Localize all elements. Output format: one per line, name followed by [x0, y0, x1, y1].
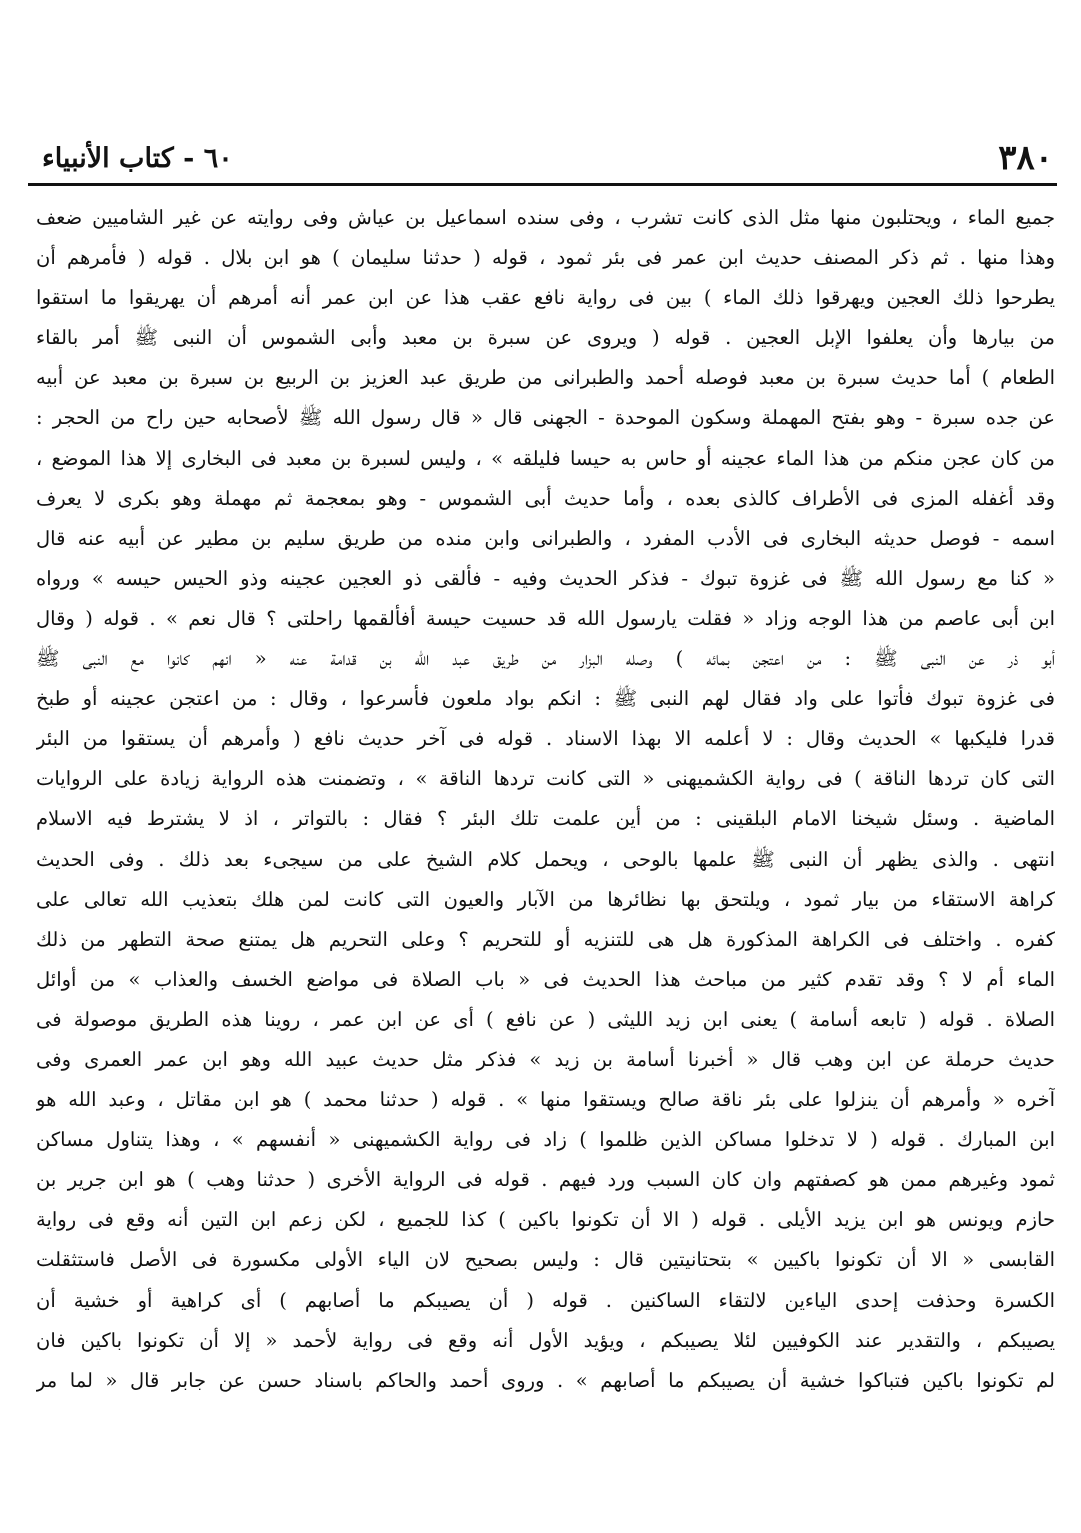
text-line: القابسى « الا أن تكونوا باكيين » بتحتانيتين قال : وليس بصحيح لان الياء الأولى مكسورة فى الأصل فاستثقلت	[36, 1248, 1055, 1272]
text-line: يصيبكم ، والتقدير عند الكوفيين لئلا يصيبكم ، ويؤيد الأول أنه وقع فى رواية لأحمد « إلا أن تكونوا باكين فان	[36, 1328, 1055, 1352]
text-line: وهذا منها . ثم ذكر المصنف حديث ابن عمر فى بئر ثمود ، قوله ( حدثنا سليمان ) هو ابن بلال . قوله ( فأمرهم أن	[36, 246, 1055, 270]
text-line: أبو ذر عن النبى ﷺ : من اعتجن بمائه ) وصله البزار من طريق عبد الله بن قدامة عنه « انهم كانوا مع النبى ﷺ	[36, 647, 1055, 671]
text-line: آخره « وأمرهم أن ينزلوا على بئر ناقة صالح ويستقوا منها » . قوله ( حدثنا محمد ) هو ابن مقاتل ، وعبد الله هو	[36, 1088, 1055, 1112]
text-line: ابن المبارك . قوله ( لا تدخلوا مساكن الذين ظلموا ) زاد فى رواية الكشميهنى « أنفسهم » ، وهذا يتناول مساكن	[36, 1128, 1055, 1152]
text-line: كفره . واختلف فى الكراهة المذكورة هل هى للتنزيه أو للتحريم ؟ وعلى التحريم هل يمتنع صحة التطهر من ذلك	[36, 927, 1055, 951]
text-line: كراهة الاستقاء من بيار ثمود ، ويلتحق بها نظائرها من الآبار والعيون التى كانت لمن هلك بتعذيب الله تعالى على	[36, 887, 1055, 911]
text-line: جميع الماء ، ويحتلبون منها مثل الذى كانت تشرب ، وفى سنده اسماعيل بن عياش وفى روايته عن غير الشاميين ضعف	[36, 206, 1055, 229]
text-line: الطعام ) أما حديث سبرة بن معبد فوصله أحمد والطبرانى من طريق عبد العزيز بن الربيع بن سبرة بن معبد عن أبيه	[36, 366, 1055, 390]
text-line: حازم ويونس هو ابن يزيد الأيلى . قوله ( الا أن تكونوا باكين ) كذا للجميع ، لكن زعم ابن التين أنه وقع فى رواية	[36, 1208, 1055, 1232]
running-title: ٦٠ - كتاب الأنبياء	[42, 143, 233, 174]
header-rule	[28, 183, 1057, 186]
page-header	[34, 136, 1053, 182]
text-line: الماء أم لا ؟ وقد تقدم كثير من مباحث هذا الحديث فى « باب الصلاة فى مواضع الخسف والعذاب » من أوائل	[36, 967, 1055, 991]
text-line: لم تكونوا باكين فتباكوا خشية أن يصيبكم ما أصابهم » . وروى أحمد والحاكم باسناد حسن عن جابر قال « لما مر	[36, 1368, 1055, 1392]
text-line: فى غزوة تبوك فأتوا على واد فقال لهم النبى ﷺ : انكم بواد ملعون فأسرعوا ، وقال : من اعتجن عجينه أو طبخ	[36, 687, 1055, 711]
text-line: انتهى . والذى يظهر أن النبى ﷺ علمها بالوحى ، ويحمل كلام الشيخ على من سيجىء بعد ذلك . وفى الحديث	[36, 847, 1055, 871]
text-line: الماضية . وسئل شيخنا الامام البلقينى : من أين علمت تلك البئر ؟ فقال : بالتواتر ، اذ لا يشترط فيه الاسلام	[36, 807, 1055, 831]
text-line: من كان عجن منكم من هذا الماء عجينه أو حاس به حيسا فليلقه » ، وليس لسبرة بن معبد فى البخارى إلا هذا الموضع ،	[36, 446, 1055, 470]
text-line: « كنا مع رسول الله ﷺ فى غزوة تبوك - فذكر الحديث وفيه - فألقى ذو العجين عجينه وذو الحيس حيسه » ورواه	[36, 566, 1055, 590]
text-line: الصلاة . قوله ( تابعه أسامة ) يعنى ابن زيد الليثى ( عن نافع ) أى عن ابن عمر ، روينا هذه الطريق موصولة فى	[36, 1007, 1055, 1031]
text-line: حديث حرملة عن ابن وهب قال « أخبرنا أسامة بن زيد » فذكر مثل حديث عبيد الله وهو ابن عمر العمرى وفى	[36, 1047, 1055, 1071]
body-text	[36, 198, 1055, 1401]
text-line: من بيارها وأن يعلفوا الإبل العجين . قوله ( ويروى عن سبرة بن معبد وأبى الشموس أن النبى ﷺ أمر بالقاء	[36, 326, 1055, 350]
text-line: ابن أبى عاصم من هذا الوجه وزاد « فقلت يارسول الله قد حسيت حيسة أفألقمها راحلتى ؟ قال نعم » . قوله ( وقال	[36, 606, 1055, 630]
text-line: الكسرة وحذفت إحدى الياءين لالتقاء الساكنين . قوله ( أن يصيبكم ما أصابهم ) أى كراهية أو خشية أن	[36, 1288, 1055, 1312]
text-line: اسمه - فوصل حديثه البخارى فى الأدب المفرد ، والطبرانى وابن منده من طريق سليم بن مطير عن أبيه عنه قال	[36, 526, 1055, 550]
text-line: ثمود وغيرهم ممن هو كصفتهم وان كان السبب ورد فيهم . قوله فى الرواية الأخرى ( حدثنا وهب ) هو ابن جرير بن	[36, 1168, 1055, 1192]
text-line: يطرحوا ذلك العجين ويهرقوا ذلك الماء ) بين فى رواية نافع عقب هذا عن ابن عمر أنه أمرهم أن يهريقوا ما استقوا	[36, 286, 1055, 310]
text-line: عن جده سبرة - وهو بفتح المهملة وسكون الموحدة - الجهنى قال « قال رسول الله ﷺ لأصحابه حين راح من الحجر :	[36, 406, 1055, 430]
text-line: قدرا فليكبها » الحديث وقال : لا أعلمه الا بهذا الاسناد . قوله فى آخر حديث نافع ( وأمرهم أن يستقوا من البئر	[36, 727, 1055, 751]
page-number: ٣٨٠	[998, 138, 1053, 178]
text-line: وقد أغفله المزى فى الأطراف كالذى بعده ، وأما حديث أبى الشموس - وهو بمعجمة ثم مهملة وهو بكرى لا يعرف	[36, 486, 1055, 510]
text-line: التى كان تردها الناقة ) فى رواية الكشميهنى « التى كانت تردها الناقة » ، وتضمنت هذه الرواية زيادة على الروايات	[36, 767, 1055, 791]
